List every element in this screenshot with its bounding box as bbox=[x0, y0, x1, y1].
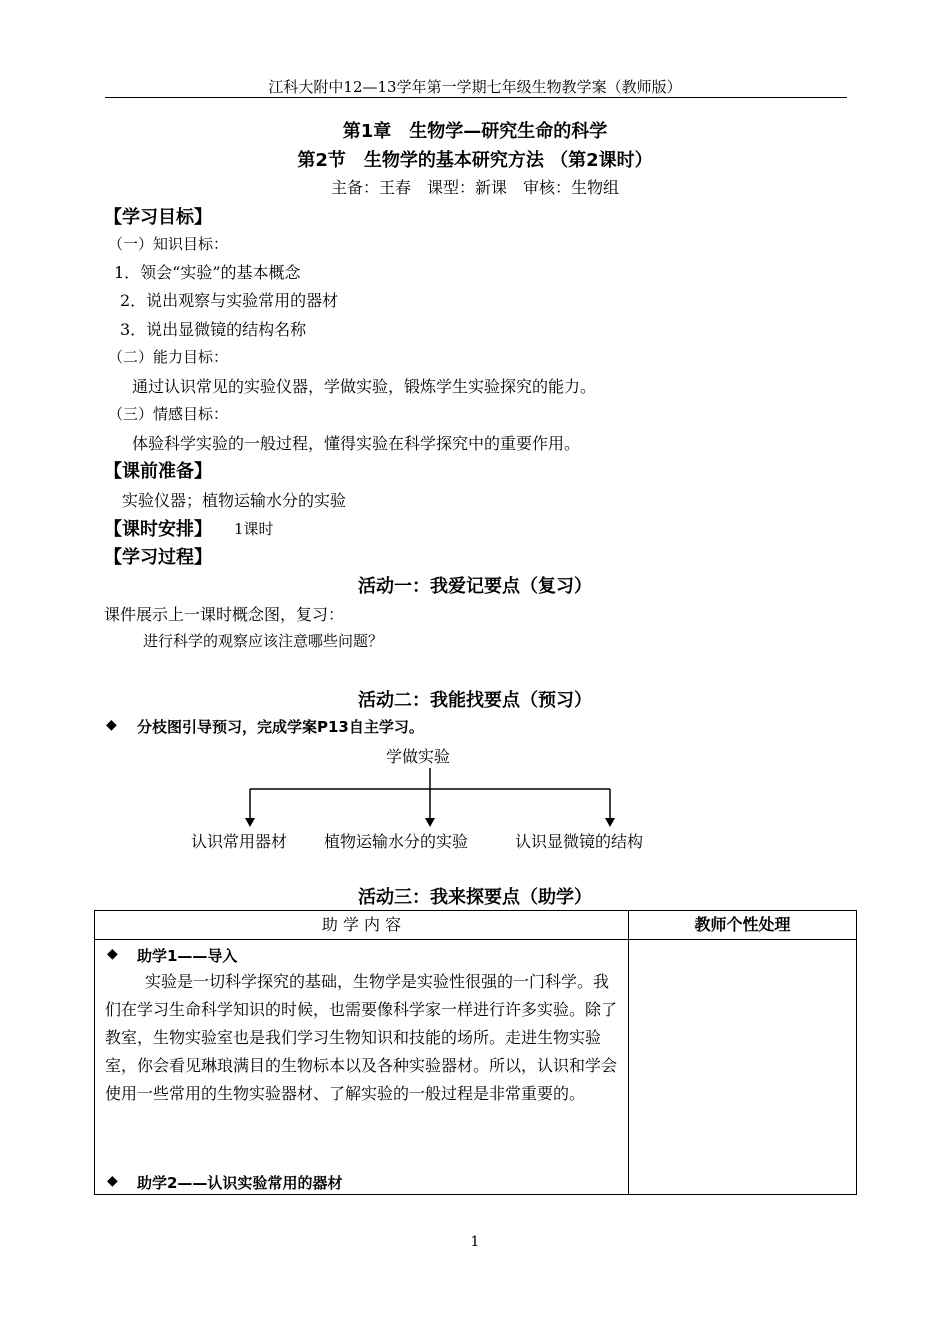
knowledge-goal-3: 3．说出显微镜的结构名称 bbox=[120, 320, 307, 339]
schedule-heading: 【课时安排】 bbox=[104, 519, 212, 540]
ability-goals-label: （二）能力目标： bbox=[108, 348, 229, 366]
item1-title: 助学1——导入 bbox=[137, 947, 238, 965]
author-meta: 主备：王春 课型：新课 审核：生物组 bbox=[330, 178, 619, 197]
arrow-down-icon bbox=[425, 818, 435, 827]
activity1-line2: 进行科学的观察应该注意哪些问题？ bbox=[143, 632, 384, 650]
assist-table bbox=[94, 910, 857, 1195]
activity2-title: 活动二：我能找要点（预习） bbox=[358, 690, 592, 711]
item2-title: 助学2——认识实验常用的器材 bbox=[137, 1174, 343, 1192]
activity1-title: 活动一：我爱记要点（复习） bbox=[358, 576, 592, 597]
table-body-teacher bbox=[629, 940, 857, 1195]
emotion-goal-text: 体验科学实验的一般过程，懂得实验在科学探究中的重要作用。 bbox=[132, 434, 581, 453]
arrow-down-icon bbox=[245, 818, 255, 827]
table-body-content bbox=[95, 940, 629, 1195]
page-header: 江科大附中12—13学年第一学期七年级生物教学案（教师版） bbox=[268, 78, 682, 96]
section-title: 第2节 生物学的基本研究方法 （第2课时） bbox=[297, 150, 653, 171]
goals-heading: 【学习目标】 bbox=[104, 207, 212, 228]
diagram-root: 学做实验 bbox=[386, 747, 451, 766]
knowledge-goal-2: 2．说出观察与实验常用的器材 bbox=[120, 291, 339, 310]
bullet-icon: ◆ bbox=[106, 717, 117, 733]
diagram-child-2: 植物运输水分的实验 bbox=[324, 832, 469, 851]
emotion-goals-label: （三）情感目标： bbox=[108, 405, 229, 423]
ability-goal-text: 通过认识常见的实验仪器，学做实验，锻炼学生实验探究的能力。 bbox=[132, 377, 597, 396]
page-number: 1 bbox=[470, 1234, 480, 1250]
arrow-down-icon bbox=[605, 818, 615, 827]
col-header-teacher: 教师个性处理 bbox=[694, 915, 791, 934]
diagram-child-1: 认识常用器材 bbox=[191, 832, 288, 851]
knowledge-goals-label: （一）知识目标： bbox=[108, 235, 229, 253]
knowledge-goal-1: 1．领会“实验”的基本概念 bbox=[114, 263, 301, 282]
prep-heading: 【课前准备】 bbox=[104, 461, 212, 482]
prep-text: 实验仪器；植物运输水分的实验 bbox=[122, 491, 347, 510]
diagram-child-3: 认识显微镜的结构 bbox=[515, 832, 644, 851]
table-header-content bbox=[95, 911, 629, 940]
process-heading: 【学习过程】 bbox=[104, 547, 212, 568]
activity1-line1: 课件展示上一课时概念图，复习： bbox=[104, 605, 345, 624]
bullet-icon: ◆ bbox=[107, 946, 118, 962]
chapter-title: 第1章 生物学—研究生命的科学 bbox=[342, 121, 608, 142]
col-header-content: 助 学 内 容 bbox=[321, 915, 402, 934]
schedule-text: 1课时 bbox=[234, 520, 274, 538]
bullet-icon: ◆ bbox=[107, 1173, 118, 1189]
item1-text: 实验是一切科学探究的基础，生物学是实验性很强的一门科学。我们在学习生命科学知识的时候，也需要像科学家一样进行许多实验。除了教室，生物实验室也是我们学习生物知识和技能的场所。走进生物实验室，你会看见琳琅满目的生物标本以及各种实验器材。所以，认识和学会使用一些常用的生物实验器材、了解实验的一般过程是非常重要的。 bbox=[105, 972, 618, 1103]
activity2-instruction: 分枝图引导预习，完成学案P13自主学习。 bbox=[137, 718, 424, 736]
activity3-title: 活动三：我来探要点（助学） bbox=[358, 887, 592, 908]
table-header-teacher bbox=[629, 911, 857, 940]
